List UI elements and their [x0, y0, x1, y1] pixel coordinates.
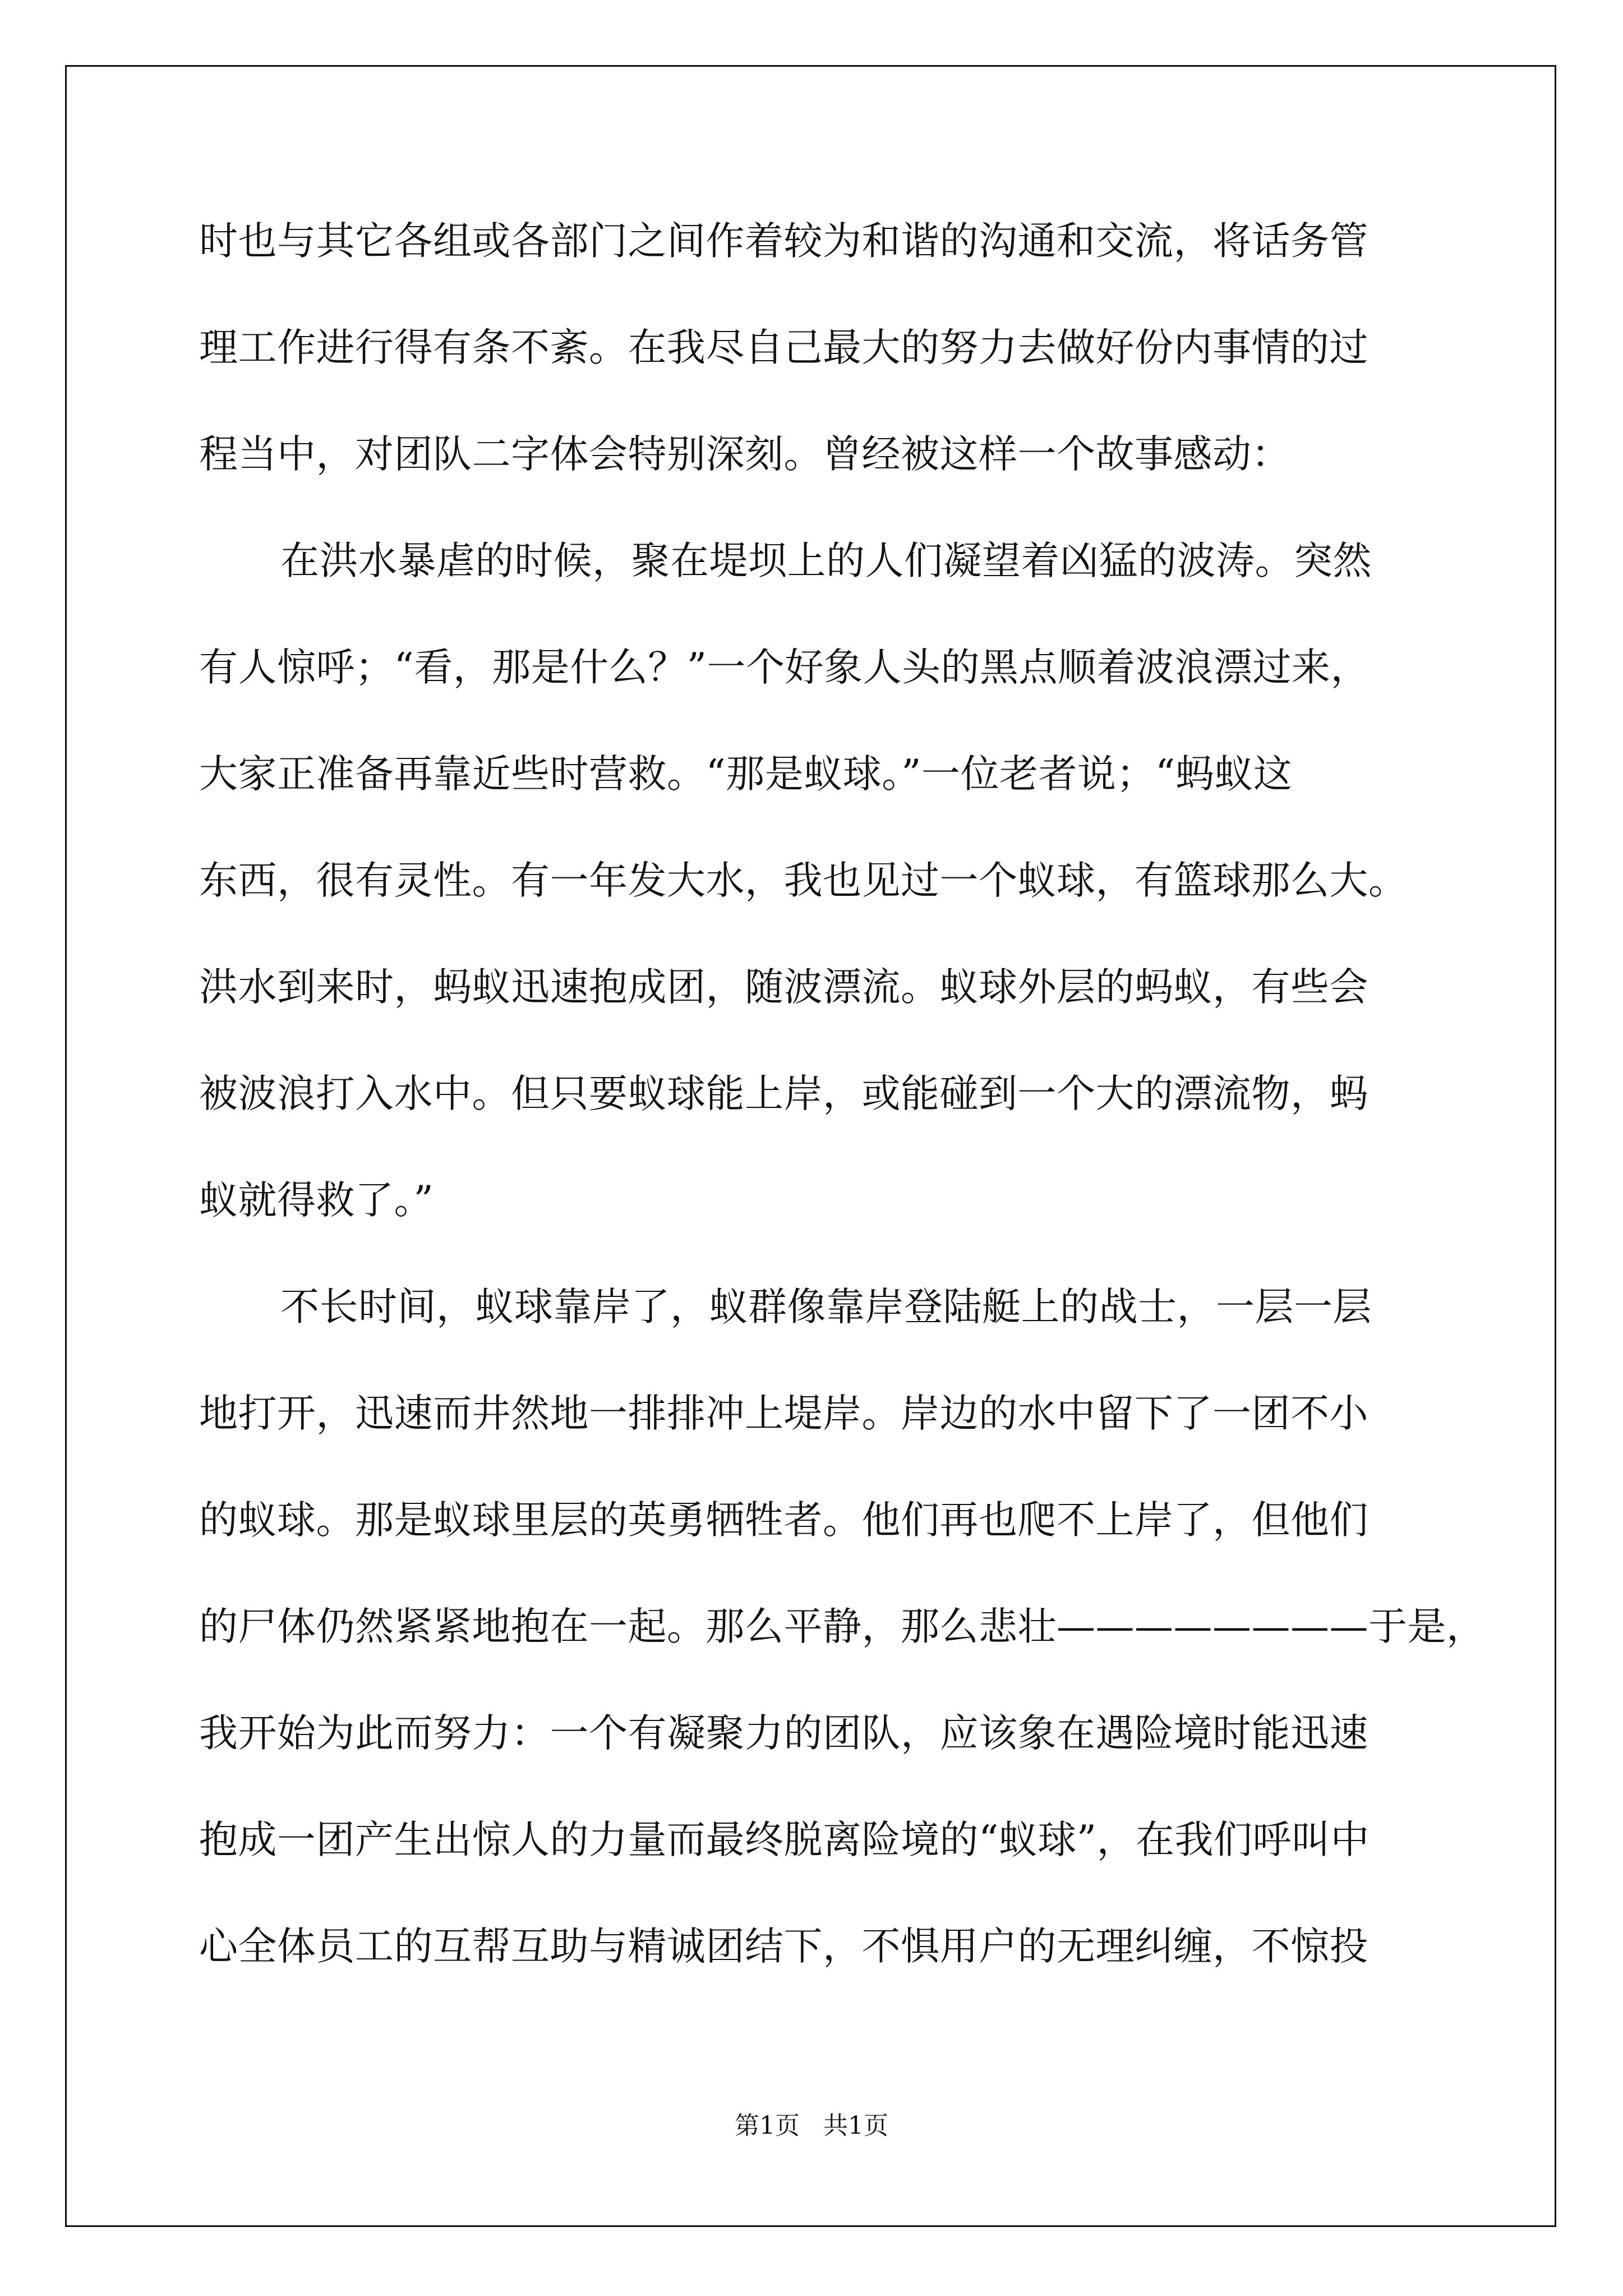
text-line-4: 在洪水暴虐的时候，聚在堤坝上的人们凝望着凶猛的波涛。突然	[280, 539, 1372, 583]
text-line-16: 抱成一团产生出惊人的力量而最终脱离险境的“蚁球”，在我们呼叫中	[199, 1818, 1370, 1862]
text-line-1: 时也与其它各组或各部门之间作着较为和谐的沟通和交流，将话务管	[199, 219, 1368, 264]
text-line-7: 东西，很有灵性。有一年发大水，我也见过一个蚁球，有篮球那么大。	[199, 858, 1408, 903]
text-line-9: 被波浪打入水中。但只要蚁球能上岸，或能碰到一个大的漂流物，蚂	[199, 1071, 1368, 1116]
text-line-6: 大家正准备再靠近些时营救。“那是蚁球。”一位老者说；“蚂蚁这	[199, 752, 1293, 797]
text-line-14: 的尸体仍然紧紧地抱在一起。那么平静，那么悲壮————————于是，	[199, 1604, 1486, 1649]
page-number-footer: 第1页 共1页	[735, 2111, 888, 2140]
text-line-8: 洪水到来时，蚂蚁迅速抱成团，随波漂流。蚁球外层的蚂蚁，有些会	[199, 965, 1368, 1010]
text-line-5: 有人惊呼；“看，那是什么？”一个好象人头的黑点顺着波浪漂过来，	[199, 645, 1370, 690]
text-line-15: 我开始为此而努力：一个有凝聚力的团队，应该象在遇险境时能迅速	[199, 1711, 1368, 1756]
text-line-10: 蚁就得救了。”	[199, 1178, 434, 1223]
text-line-11: 不长时间，蚁球靠岸了，蚁群像靠岸登陆艇上的战士，一层一层	[280, 1285, 1372, 1329]
text-line-3: 程当中，对团队二字体会特别深刻。曾经被这样一个故事感动：	[199, 432, 1290, 477]
text-line-17: 心全体员工的互帮互助与精诚团结下，不惧用户的无理纠缠，不惊投	[199, 1924, 1368, 1969]
page-border	[65, 65, 1556, 2227]
text-line-12: 地打开，迅速而井然地一排排冲上堤岸。岸边的水中留下了一团不小	[199, 1391, 1368, 1436]
text-line-2: 理工作进行得有条不紊。在我尽自己最大的努力去做好份内事情的过	[199, 325, 1368, 370]
text-line-13: 的蚁球。那是蚁球里层的英勇牺牲者。他们再也爬不上岸了，但他们	[199, 1498, 1368, 1543]
